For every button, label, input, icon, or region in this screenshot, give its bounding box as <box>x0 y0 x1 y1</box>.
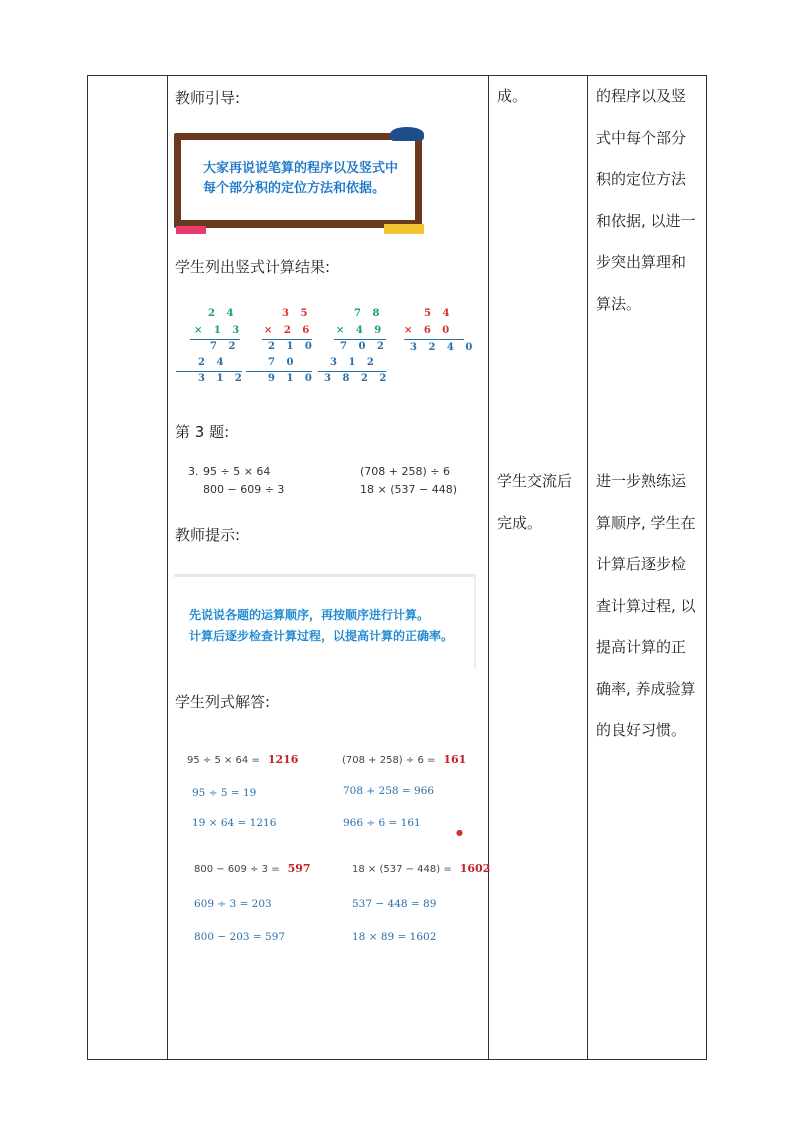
vc1-partial-2: 2 4 <box>198 357 228 368</box>
col4-top-line-5: 步突出算理和 <box>596 253 687 271</box>
teacher-hint-label: 教师提示: <box>175 526 241 544</box>
vc1-multiplier: × 1 3 <box>194 325 244 336</box>
vc2-partial-1: 2 1 0 <box>268 341 316 352</box>
col4-top-line-4: 和依据, 以进一 <box>596 211 696 230</box>
vertical-calc-4 <box>400 308 477 368</box>
vc2-partial-2: 7 0 <box>268 357 298 368</box>
blackboard-image <box>174 133 422 228</box>
red-mark-icon: ● <box>456 828 463 837</box>
vc3-multiplicand: 7 8 <box>354 308 384 319</box>
table-col-border-4 <box>587 75 588 1060</box>
vc2-multiplier: × 2 6 <box>264 325 314 336</box>
vc4-result: 3 2 4 0 <box>410 342 477 353</box>
vc1-multiplicand: 2 4 <box>208 308 238 319</box>
solution-1-expression: 95 ÷ 5 × 64 = <box>187 755 260 766</box>
vc3-partial-1: 7 0 2 <box>340 341 388 352</box>
vc1-partial-1: 7 2 <box>210 341 240 352</box>
vc3-line <box>334 339 386 340</box>
col4-top-line-1: 的程序以及竖 <box>596 87 687 105</box>
table-col-border-5 <box>706 75 707 1060</box>
col3-mid-line-1: 学生交流后 <box>497 472 573 490</box>
col4-top-line-2: 式中每个部分 <box>596 128 687 147</box>
vc3-result-line <box>318 371 386 372</box>
vc1-line <box>190 339 240 340</box>
question3-number: 3. <box>188 465 199 478</box>
solution-2-expression: (708 + 258) ÷ 6 = <box>342 755 436 766</box>
solution-4-expr <box>352 862 490 875</box>
col4-mid-text <box>596 461 696 752</box>
solution-3-expr <box>194 862 311 875</box>
col4-mid-line-3: 计算后逐步检 <box>596 555 687 573</box>
vertical-calc-3 <box>322 308 391 388</box>
question3-item-1: 95 ÷ 5 × 64 <box>203 465 271 478</box>
question3-item-2: (708 + 258) ÷ 6 <box>360 465 450 478</box>
solution-3-step-1: 609 ÷ 3 = 203 <box>194 898 272 910</box>
board-line-2: 每个部分积的定位方法和依据。 <box>203 181 386 196</box>
solution-1-result: 1216 <box>267 753 299 766</box>
board-crayons-icon <box>176 226 206 234</box>
vertical-calc-1 <box>180 308 246 388</box>
solution-1-step-1: 95 ÷ 5 = 19 <box>192 787 257 799</box>
vc4-multiplier: × 6 0 <box>404 325 454 336</box>
solution-4-result: 1602 <box>459 862 491 875</box>
solution-3-result: 597 <box>287 862 311 875</box>
table-col-border-2 <box>167 75 168 1060</box>
col4-mid-line-2: 算顺序, 学生在 <box>596 513 696 532</box>
students-solve-label: 学生列式解答: <box>175 693 271 711</box>
tip-box <box>174 574 476 669</box>
students-vertical-label: 学生列出竖式计算结果: <box>175 258 331 276</box>
solution-1-step-2: 19 × 64 = 1216 <box>192 817 277 829</box>
vc2-result-line <box>246 371 312 372</box>
col4-top-line-6: 算法。 <box>596 294 642 313</box>
col4-mid-line-4: 查计算过程, 以 <box>596 596 696 615</box>
vc4-multiplicand: 5 4 <box>424 308 454 319</box>
vc4-line <box>404 339 464 340</box>
table-col-border-1 <box>87 75 88 1060</box>
col4-top-text <box>596 76 696 325</box>
col3-mid-line-2: 完成。 <box>497 514 543 532</box>
table-col-border-3 <box>488 75 489 1060</box>
solution-2-step-1: 708 + 258 = 966 <box>343 785 435 797</box>
board-books-icon <box>384 224 424 234</box>
tip-text <box>189 605 453 647</box>
solution-3-expression: 800 − 609 ÷ 3 = <box>194 864 280 875</box>
question3-block <box>188 465 478 505</box>
tip-line-1: 先说说各题的运算顺序，再按顺序进行计算。 <box>189 608 430 622</box>
vc2-result: 9 1 0 <box>268 373 316 384</box>
vertical-calc-2 <box>252 308 314 388</box>
col4-mid-line-7: 的良好习惯。 <box>596 721 687 739</box>
question3-label: 第 3 题: <box>175 423 230 441</box>
solution-4-expression: 18 × (537 − 448) = <box>352 864 452 875</box>
vc1-result-line <box>176 371 242 372</box>
blackboard-text <box>203 159 398 199</box>
blackboard-surface <box>181 140 415 220</box>
question3-item-3: 800 − 609 ÷ 3 <box>203 483 285 496</box>
teacher-guide-label: 教师引导: <box>175 89 241 107</box>
vc3-multiplier: × 4 9 <box>336 325 386 336</box>
solution-3-step-2: 800 − 203 = 597 <box>194 931 286 943</box>
vc1-result: 3 1 2 <box>198 373 246 384</box>
solution-2-expr <box>342 753 466 766</box>
solution-4-step-2: 18 × 89 = 1602 <box>352 931 437 943</box>
solution-2-result: 161 <box>443 753 467 766</box>
board-cap-icon <box>390 127 424 141</box>
vc2-line <box>262 339 312 340</box>
solution-2-step-2: 966 ÷ 6 = 161 <box>343 817 421 829</box>
solution-4-step-1: 537 − 448 = 89 <box>352 898 437 910</box>
col4-mid-line-5: 提高计算的正 <box>596 638 687 656</box>
board-line-1: 大家再说说笔算的程序以及竖式中 <box>203 161 399 176</box>
col4-mid-line-6: 确率, 养成验算 <box>596 679 696 698</box>
col4-mid-line-1: 进一步熟练运 <box>596 472 687 490</box>
col4-top-line-3: 积的定位方法 <box>596 170 687 188</box>
vc2-multiplicand: 3 5 <box>282 308 312 319</box>
col3-top-text: 成。 <box>497 87 528 105</box>
question3-item-4: 18 × (537 − 448) <box>360 483 457 496</box>
solution-1-expr <box>187 753 298 766</box>
table-bottom-border <box>87 1059 707 1060</box>
tip-line-2: 计算后逐步检查计算过程，以提高计算的正确率。 <box>189 629 454 643</box>
vc3-partial-2: 3 1 2 <box>330 357 378 368</box>
vc3-result: 3 8 2 2 <box>324 373 391 384</box>
